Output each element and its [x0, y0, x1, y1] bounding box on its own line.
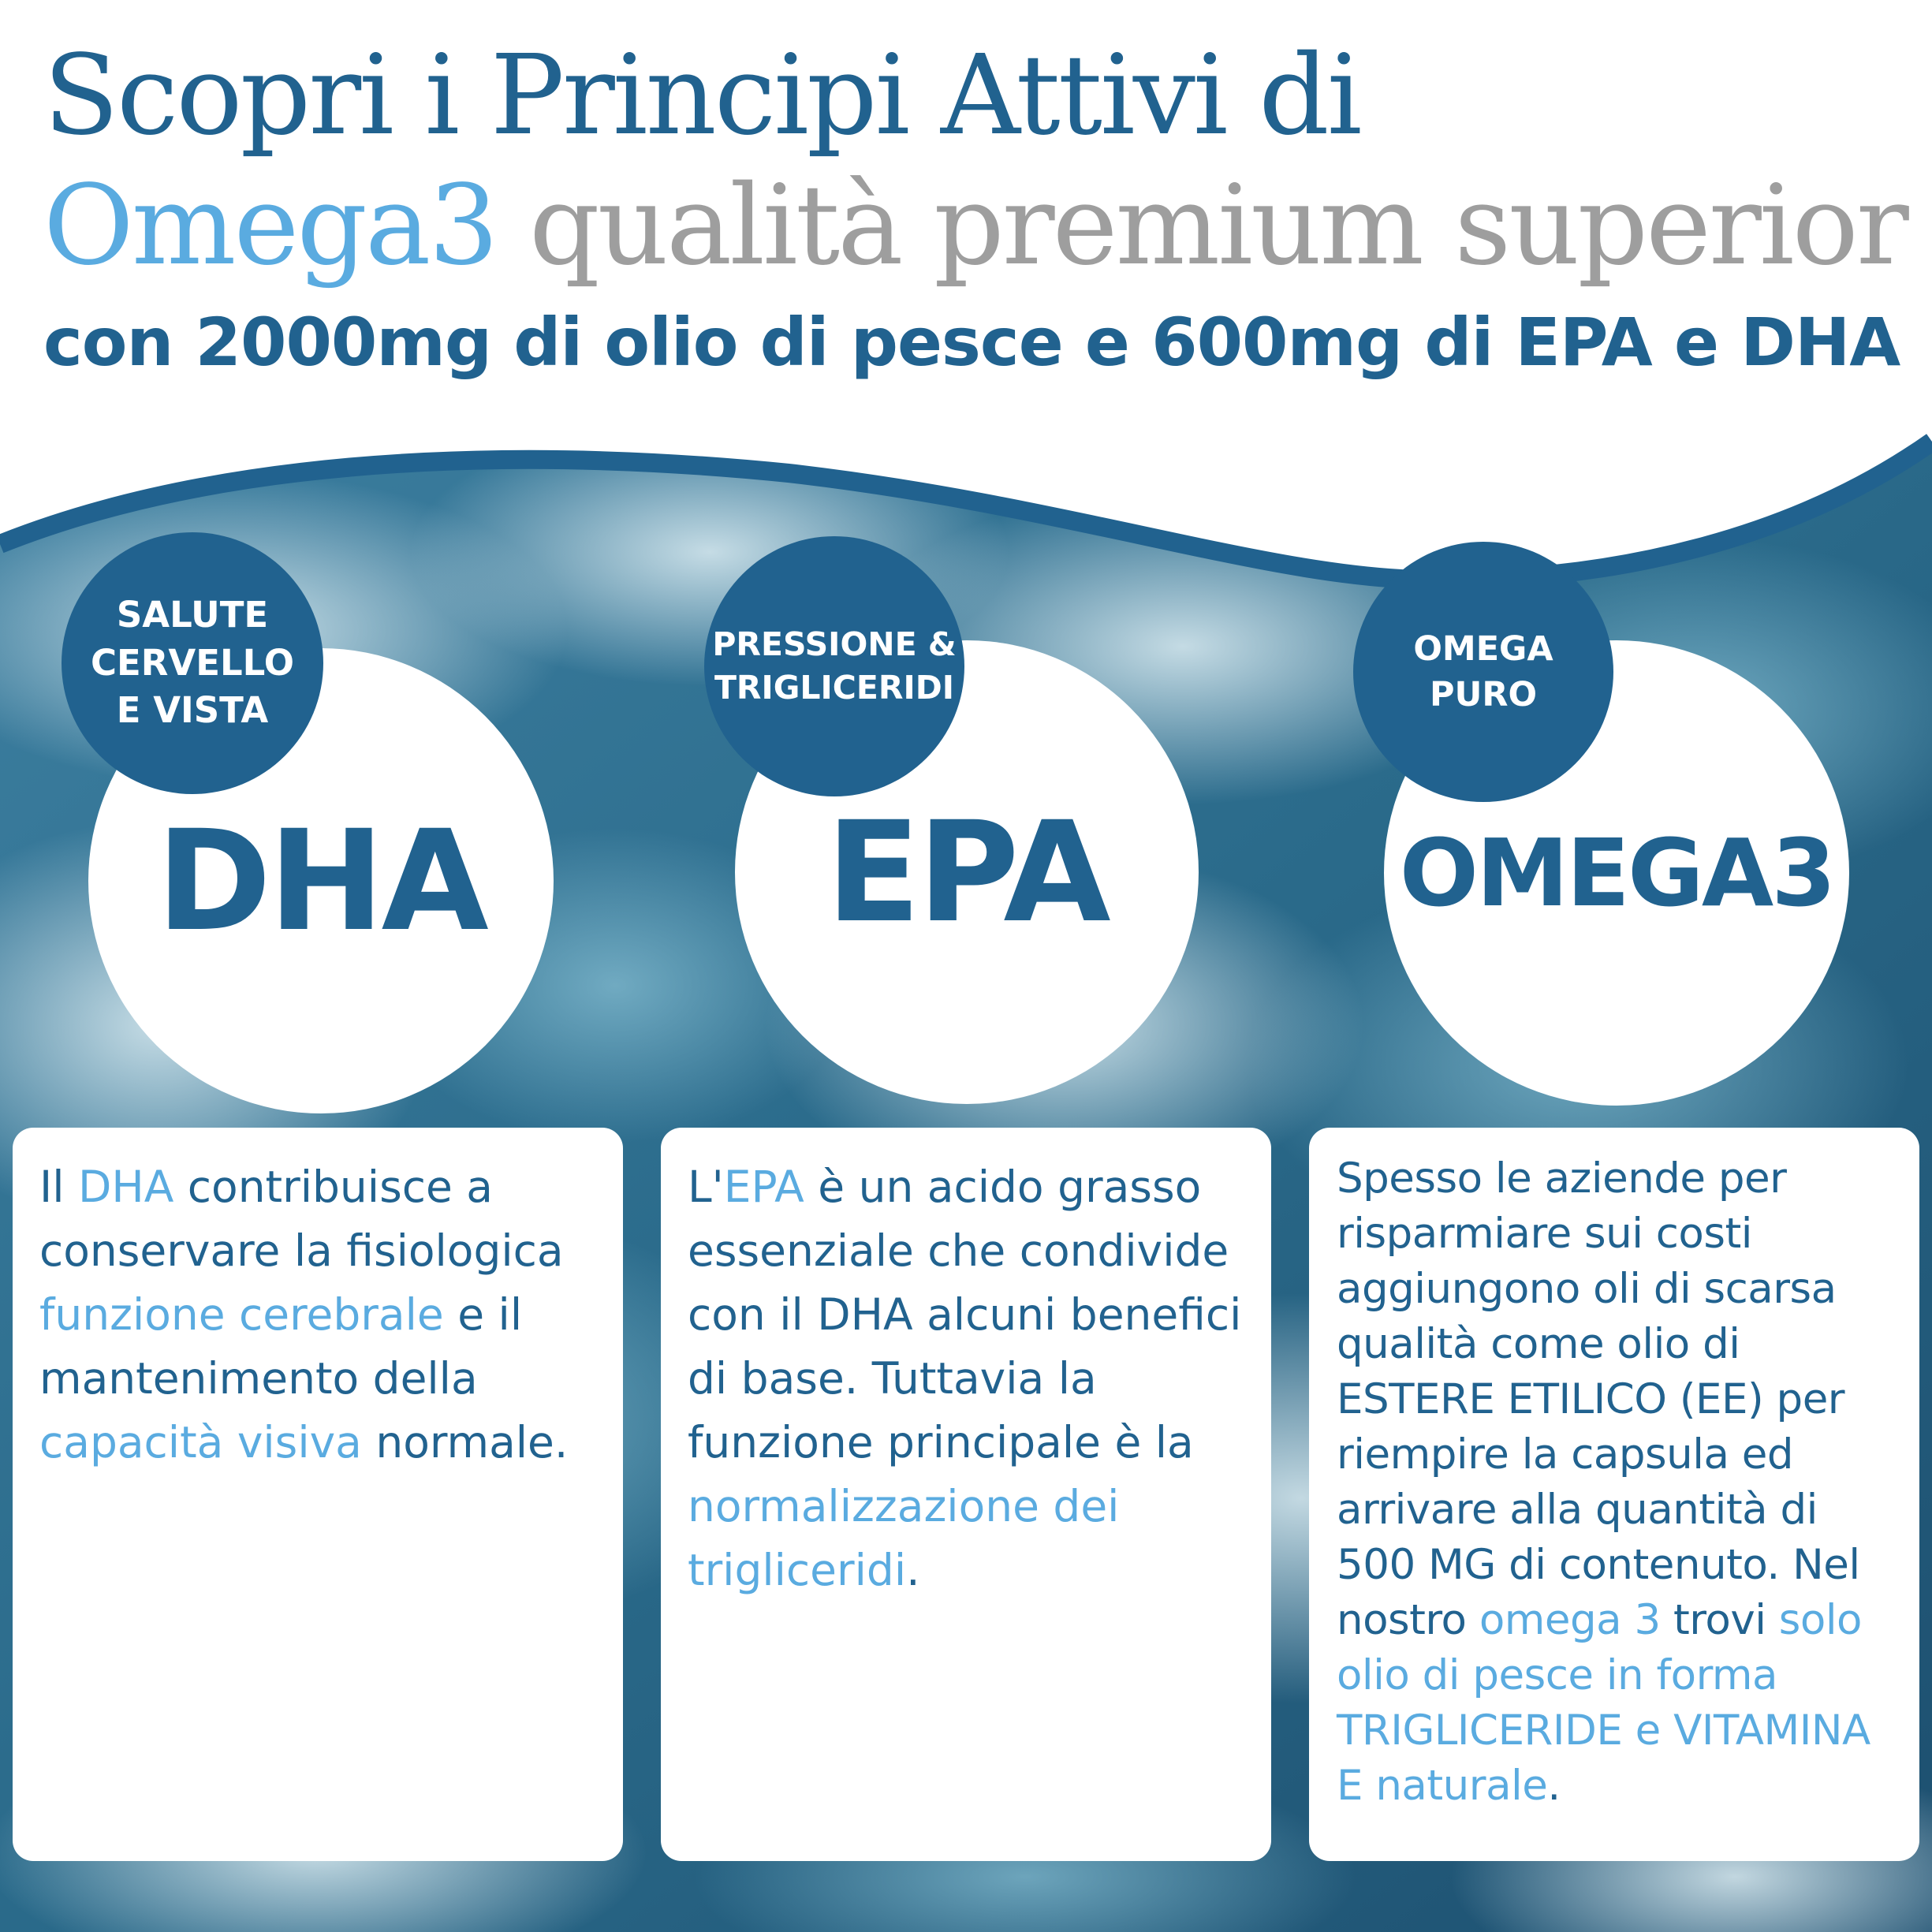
omega3-card [1309, 1128, 1919, 1861]
body-text: Il [39, 1162, 78, 1212]
dha-card [13, 1128, 623, 1861]
epa-description [688, 1155, 1244, 1602]
badge-label: OMEGA PURO [1413, 628, 1553, 714]
highlight-text: normalizzazione dei trigliceridi [688, 1481, 1120, 1595]
body-text: Spesso le aziende per risparmiare sui costi aggiungono oli di scarsa qualità come olio di ESTERE ETILICO (EE) per riempire la capsula ed arrivare alla quantità di 500 MG di contenuto. Nel nostro [1337, 1154, 1860, 1644]
title-accent: Omega3 [43, 162, 497, 290]
highlight-text: capacità visiva [39, 1417, 362, 1468]
body-text: normale. [361, 1417, 569, 1468]
badge-omega-puro [1353, 542, 1613, 802]
badge-salute-cervello [62, 532, 323, 794]
body-text: contribuisce a conservare la fisiologica [39, 1162, 564, 1276]
epa-card [661, 1128, 1271, 1861]
title-rest: qualità premium superior [496, 162, 1907, 290]
page-subtitle: con 2000mg di olio di pesce e 600mg di EPA e DHA [43, 304, 1900, 381]
badge-label: PRESSIONE & TRIGLICERIDI [712, 625, 957, 707]
epa-label: EPA [826, 791, 1108, 953]
dha-description [39, 1155, 596, 1475]
omega3-label: OMEGA3 [1399, 819, 1834, 927]
highlight-text: DHA [77, 1162, 174, 1212]
body-text: trovi [1660, 1596, 1779, 1644]
highlight-text: funzione cerebrale [39, 1289, 444, 1340]
page-title-line2 [43, 162, 1907, 290]
body-text: . [906, 1545, 920, 1595]
omega3-description [1337, 1151, 1902, 1814]
page-title: Scopri i Principi Attivi di [43, 32, 1360, 160]
body-text: . [1547, 1762, 1561, 1810]
highlight-text: solo olio di pesce in forma TRIGLICERIDE e VITAMINA E naturale [1337, 1596, 1870, 1810]
body-text: e il mantenimento della [39, 1289, 523, 1404]
highlight-text: EPA [723, 1162, 804, 1212]
badge-pressione [704, 536, 964, 796]
dha-label: DHA [156, 800, 486, 962]
body-text: L' [688, 1162, 724, 1212]
highlight-text: omega 3 [1479, 1596, 1661, 1644]
body-text: è un acido grasso essenziale che condivide con il DHA alcuni benefici di base. Tuttavia la funzione principale è la [688, 1162, 1242, 1468]
badge-label: SALUTE CERVELLO E VISTA [91, 593, 294, 732]
